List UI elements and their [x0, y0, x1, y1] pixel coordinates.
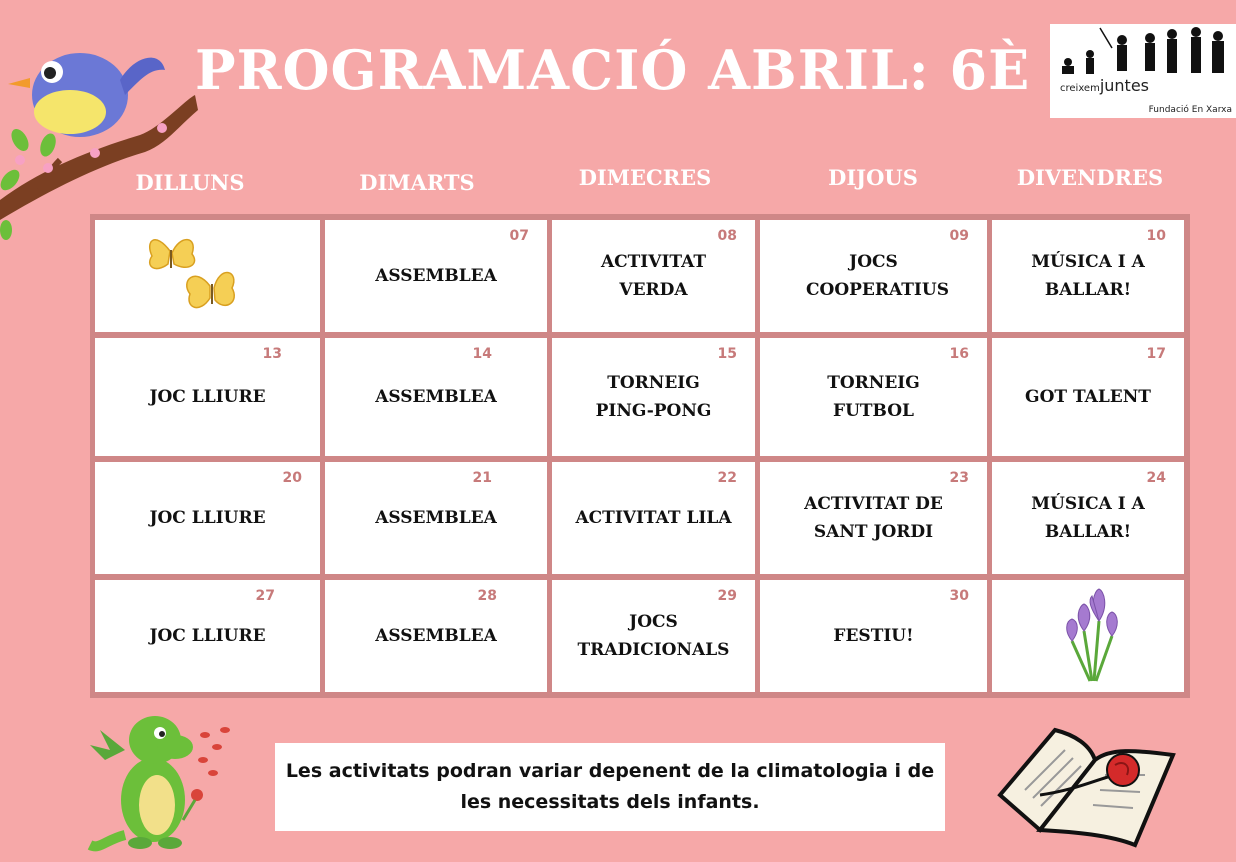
day-number: 07: [509, 228, 529, 244]
calendar-cell: [552, 220, 755, 332]
calendar-cell: [325, 338, 547, 456]
day-number: 08: [717, 228, 737, 244]
day-number: 17: [1146, 346, 1166, 362]
calendar-cell: [325, 220, 547, 332]
calendar-cell: [992, 462, 1184, 574]
calendar-grid: [90, 214, 1190, 698]
calendar-cell: [760, 220, 987, 332]
day-number: 22: [717, 470, 737, 486]
weekday-monday: DILLUNS: [135, 170, 245, 195]
calendar-cell: [552, 580, 755, 692]
page-title: PROGRAMACIÓ ABRIL: 6È: [195, 38, 1031, 102]
activity-label: MÚSICA I A BALLAR!: [1031, 252, 1145, 300]
day-number: 20: [282, 470, 302, 486]
butterflies-illustration: [140, 226, 250, 326]
day-number: 27: [255, 588, 275, 604]
calendar-cell: [95, 462, 320, 574]
calendar-cell: [992, 580, 1184, 692]
foundation-logo: [1050, 24, 1236, 118]
activity-label: GOT TALENT: [1025, 387, 1151, 407]
day-number: 24: [1146, 470, 1166, 486]
activity-label: ACTIVITAT LILA: [575, 508, 732, 528]
activity-label: ASSEMBLEA: [375, 266, 497, 286]
day-number: 09: [949, 228, 969, 244]
foundation-name: Fundació En Xarxa: [1148, 105, 1232, 115]
activity-label: ACTIVITAT DE SANT JORDI: [804, 494, 943, 542]
crocus-flowers-illustration: [1054, 586, 1134, 686]
weekday-friday: DIVENDRES: [1016, 165, 1164, 190]
activity-label: ACTIVITAT VERDA: [600, 252, 707, 300]
activity-label: JOC LLIURE: [149, 626, 266, 646]
day-number: 30: [949, 588, 969, 604]
brand-prefix: creixem: [1060, 83, 1100, 94]
calendar-cell: [760, 338, 987, 456]
calendar-cell: [95, 580, 320, 692]
activity-label: ASSEMBLEA: [375, 508, 497, 528]
bird-on-branch-illustration: [0, 40, 200, 240]
calendar-cell: [992, 220, 1184, 332]
weekday-thursday: DIJOUS: [828, 165, 918, 190]
calendar-cell: [760, 462, 987, 574]
calendar-cell: [992, 338, 1184, 456]
weekday-tuesday: DIMARTS: [359, 170, 475, 195]
activity-label: ASSEMBLEA: [375, 626, 497, 646]
book-with-rose-illustration: [995, 720, 1180, 850]
family-silhouette-icon: [1050, 24, 1236, 79]
day-number: 13: [262, 346, 282, 362]
day-number: 16: [949, 346, 969, 362]
brand-main: juntes: [1099, 76, 1150, 95]
disclaimer-text: Les activitats podran variar depenent de la climatologia i de les necessitats dels infants.: [285, 760, 935, 813]
dragon-illustration: [85, 705, 240, 855]
activity-label: JOCS COOPERATIUS: [806, 252, 949, 300]
activity-label: JOCS TRADICIONALS: [577, 612, 730, 660]
disclaimer-note: [275, 743, 945, 831]
calendar-cell: [552, 462, 755, 574]
calendar-cell: [760, 580, 987, 692]
activity-label: JOC LLIURE: [149, 387, 266, 407]
activity-label: TORNEIG FUTBOL: [827, 373, 920, 421]
brand-name: [1060, 76, 1149, 95]
activity-label: ASSEMBLEA: [375, 387, 497, 407]
weekday-wednesday: DIMECRES: [578, 165, 712, 190]
activity-label: JOC LLIURE: [149, 508, 266, 528]
day-number: 21: [472, 470, 492, 486]
day-number: 14: [472, 346, 492, 362]
calendar-cell: [325, 580, 547, 692]
day-number: 23: [949, 470, 969, 486]
day-number: 29: [717, 588, 737, 604]
calendar-cell: [95, 220, 320, 332]
activity-label: TORNEIG PING-PONG: [595, 373, 712, 421]
calendar-cell: [95, 338, 320, 456]
day-number: 15: [717, 346, 737, 362]
day-number: 10: [1146, 228, 1166, 244]
activity-label: FESTIU!: [833, 626, 914, 646]
day-number: 28: [477, 588, 497, 604]
activity-label: MÚSICA I A BALLAR!: [1031, 494, 1145, 542]
calendar-cell: [325, 462, 547, 574]
calendar-cell: [552, 338, 755, 456]
